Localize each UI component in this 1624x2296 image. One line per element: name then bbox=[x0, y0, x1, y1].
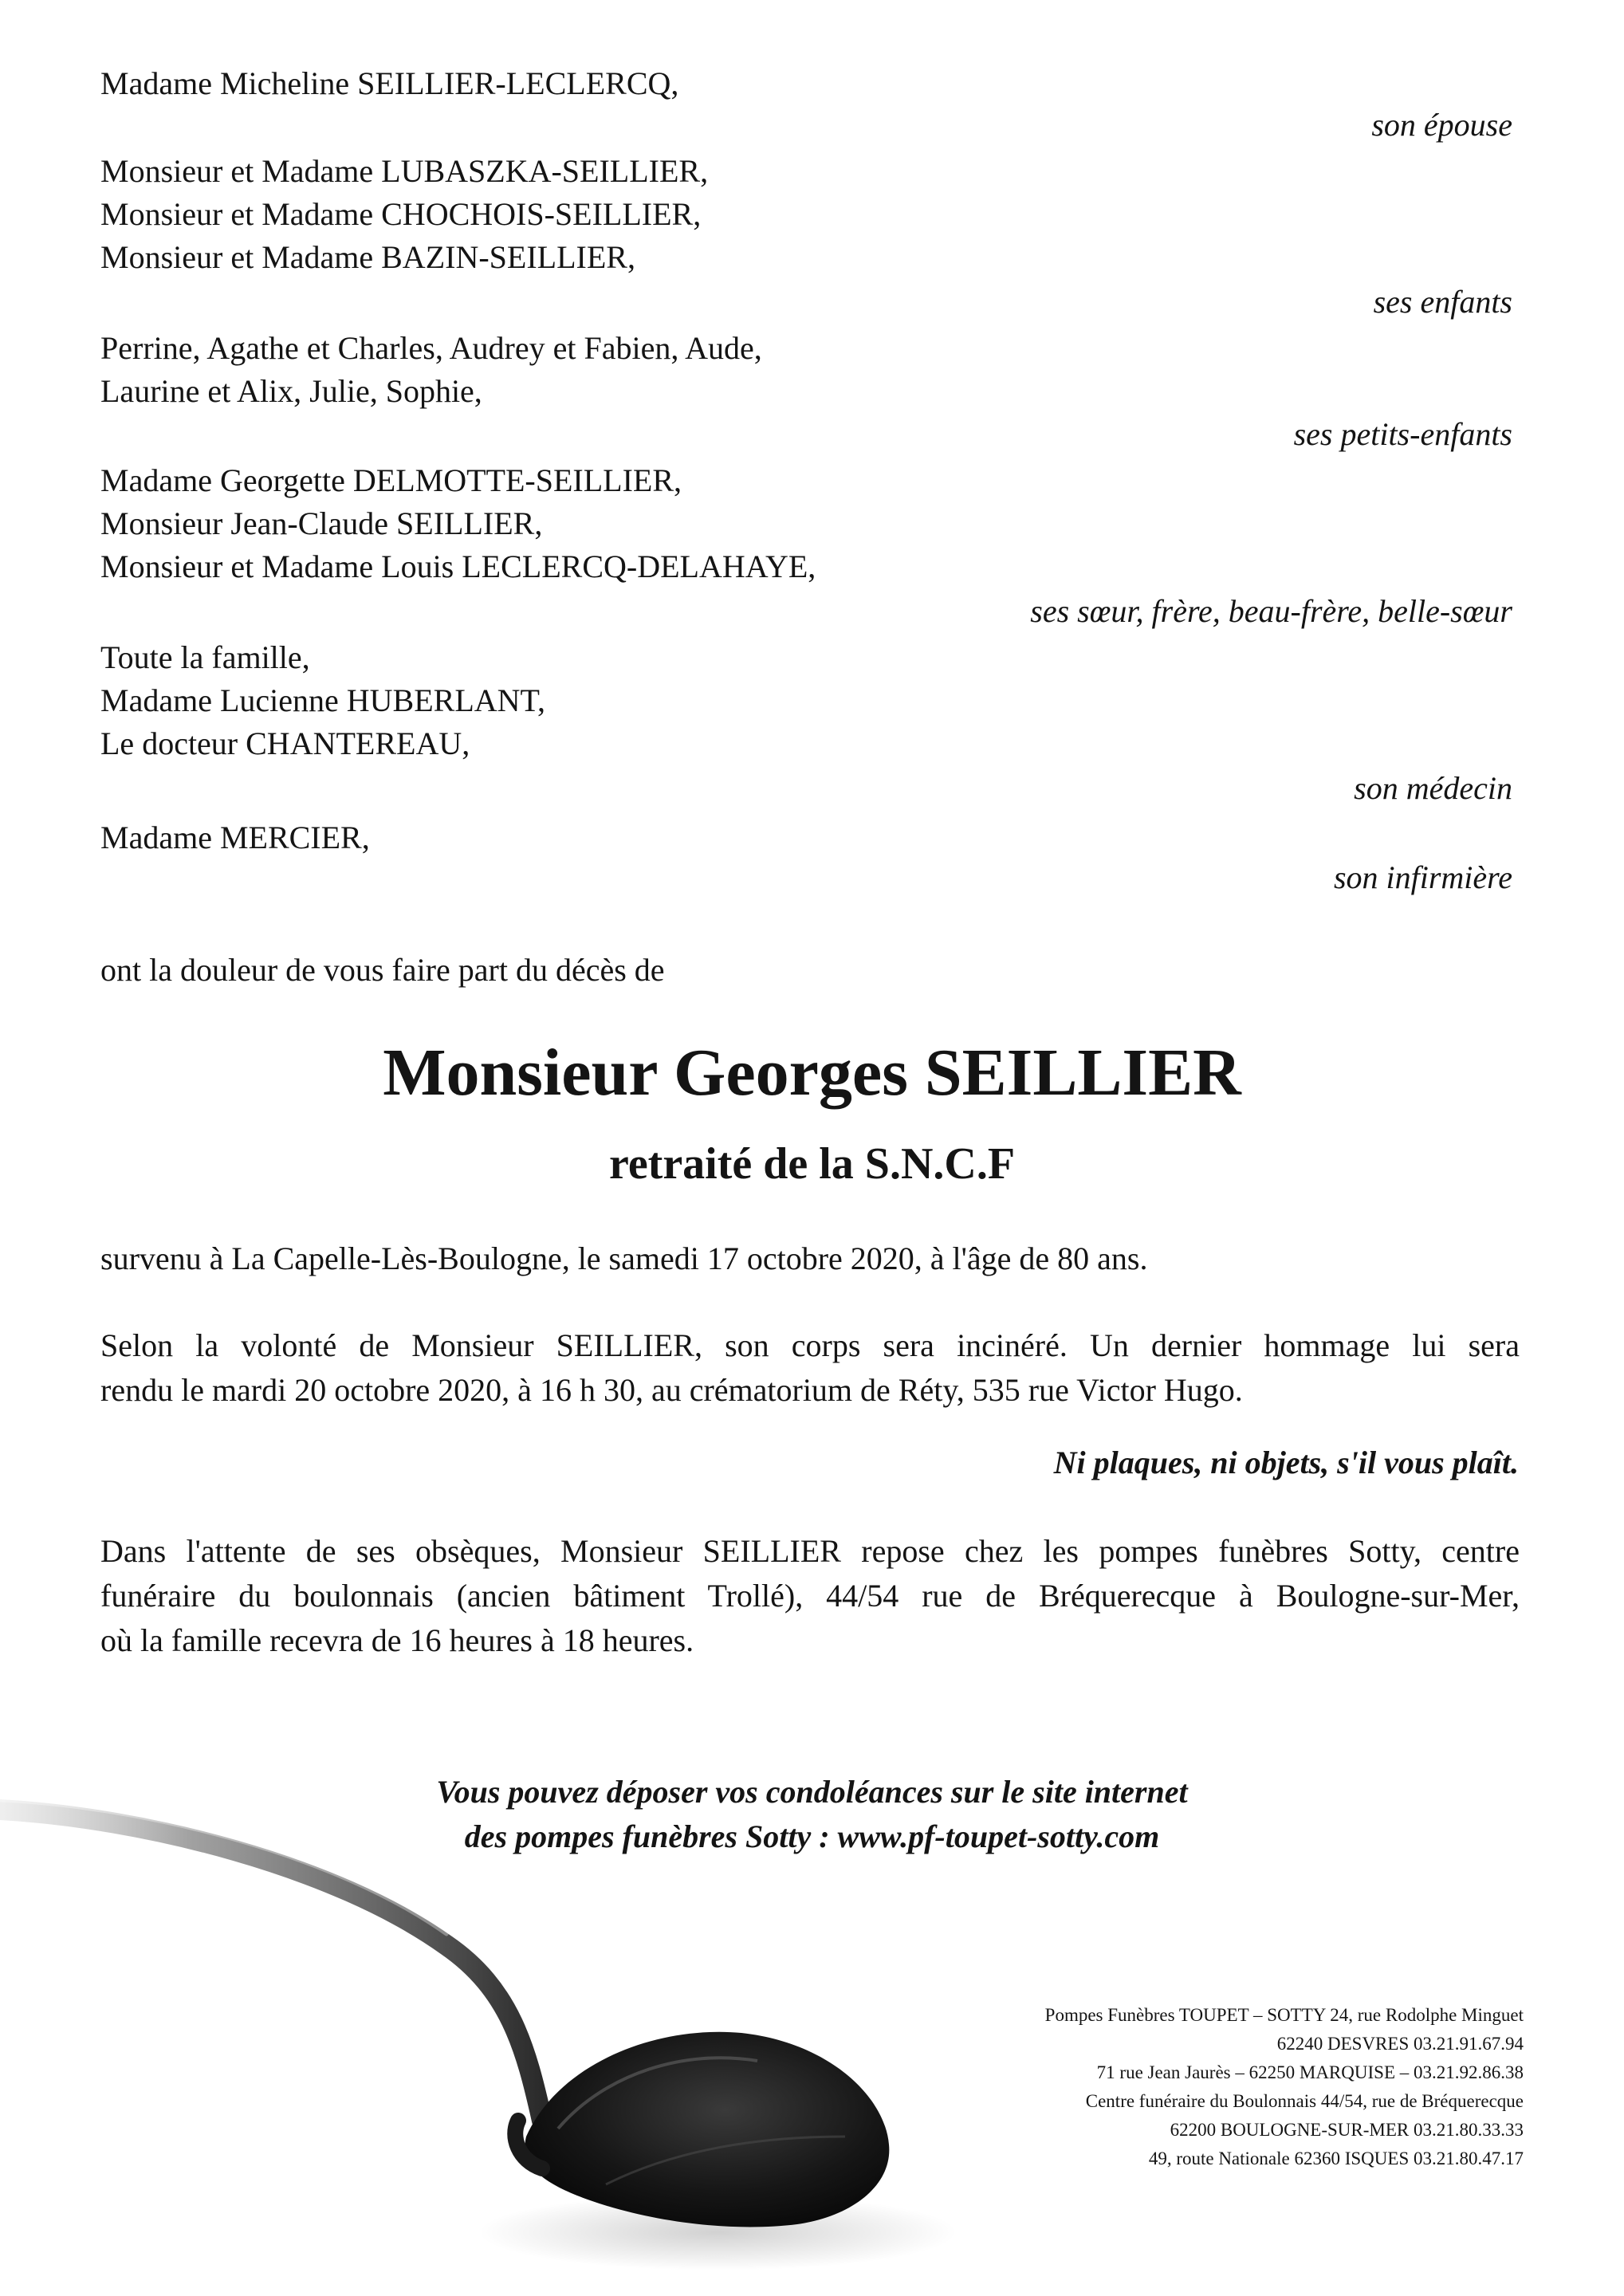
family-name-line: Madame Lucienne HUBERLANT, bbox=[100, 682, 545, 718]
family-name-line: Perrine, Agathe et Charles, Audrey et Fabien, Aude, bbox=[100, 330, 762, 366]
deceased-name: Monsieur Georges SEILLIER bbox=[383, 1036, 1241, 1110]
family-name-line: Monsieur Jean-Claude SEILLIER, bbox=[100, 505, 543, 541]
family-name-line: Le docteur CHANTEREAU, bbox=[100, 725, 470, 761]
family-name-line: Toute la famille, bbox=[100, 639, 310, 675]
calla-lily-image bbox=[0, 1786, 1116, 2296]
role-children: ses enfants bbox=[1373, 284, 1512, 320]
repose-paragraph bbox=[100, 1529, 1520, 1663]
family-name-line: Madame MERCIER, bbox=[100, 820, 370, 855]
death-notice: survenu à La Capelle-Lès-Boulogne, le samedi 17 octobre 2020, à l'âge de 80 ans. bbox=[100, 1240, 1148, 1276]
family-children-names bbox=[100, 150, 708, 279]
role-doctor: son médecin bbox=[1354, 770, 1512, 806]
role-nurse: son infirmière bbox=[1333, 859, 1512, 895]
address-line: 62240 DESVRES 03.21.91.67.94 bbox=[1276, 2034, 1524, 2054]
announcement-text: ont la douleur de vous faire part du décès de bbox=[100, 952, 665, 988]
funeral-home-address bbox=[1045, 2001, 1524, 2173]
family-others-names bbox=[100, 636, 545, 765]
family-name-line: Monsieur et Madame LUBASZKA-SEILLIER, bbox=[100, 153, 709, 189]
address-line: 71 rue Jean Jaurès – 62250 MARQUISE – 03.21.92.86.38 bbox=[1096, 2062, 1524, 2082]
family-name-line: Monsieur et Madame Louis LECLERCQ-DELAHAYE, bbox=[100, 548, 816, 584]
no-flowers-note: Ni plaques, ni objets, s'il vous plaît. bbox=[1053, 1445, 1519, 1480]
family-name-line: Madame Georgette DELMOTTE-SEILLIER, bbox=[100, 462, 682, 498]
role-grandchildren: ses petits-enfants bbox=[1293, 416, 1512, 452]
address-line: Pompes Funèbres TOUPET – SOTTY 24, rue Rodolphe Minguet bbox=[1044, 2005, 1524, 2025]
role-spouse: son épouse bbox=[1371, 107, 1512, 143]
family-name-line: Madame Micheline SEILLIER-LECLERCQ, bbox=[100, 65, 679, 101]
paragraph-line: Dans l'attente de ses obsèques, Monsieur SEILLIER repose chez les pompes funèbres Sotty, centre bbox=[100, 1533, 1520, 1569]
family-name-line: Laurine et Alix, Julie, Sophie, bbox=[100, 373, 482, 409]
condolences-line: Vous pouvez déposer vos condoléances sur le site internet bbox=[436, 1774, 1188, 1810]
family-spouse-names bbox=[100, 62, 678, 105]
family-grandchildren-names bbox=[100, 327, 762, 413]
deceased-title: retraité de la S.N.C.F bbox=[608, 1139, 1016, 1189]
paragraph-line: Selon la volonté de Monsieur SEILLIER, son corps sera incinéré. Un dernier hommage lui sera bbox=[100, 1327, 1520, 1363]
address-line: 49, route Nationale 62360 ISQUES 03.21.80.47.17 bbox=[1148, 2149, 1524, 2168]
role-siblings: ses sœur, frère, beau-frère, belle-sœur bbox=[1030, 593, 1512, 629]
family-name-line: Monsieur et Madame CHOCHOIS-SEILLIER, bbox=[100, 196, 702, 232]
address-line: 62200 BOULOGNE-SUR-MER 03.21.80.33.33 bbox=[1170, 2120, 1524, 2140]
family-name-line: Monsieur et Madame BAZIN-SEILLIER, bbox=[100, 239, 635, 275]
family-siblings-names bbox=[100, 459, 816, 588]
paragraph-line: funéraire du boulonnais (ancien bâtiment Trollé), 44/54 rue de Bréquerecque à Boulogne-sur-Mer, bbox=[100, 1578, 1520, 1614]
paragraph-line: où la famille recevra de 16 heures à 18 heures. bbox=[100, 1622, 694, 1658]
ceremony-paragraph bbox=[100, 1323, 1520, 1413]
family-nurse-names bbox=[100, 816, 370, 859]
condolences-line: des pompes funèbres Sotty : www.pf-toupet-sotty.com bbox=[464, 1818, 1160, 1854]
address-line: Centre funéraire du Boulonnais 44/54, rue de Bréquerecque bbox=[1085, 2091, 1524, 2111]
paragraph-line: rendu le mardi 20 octobre 2020, à 16 h 30, au crématorium de Réty, 535 rue Victor Hugo. bbox=[100, 1372, 1243, 1408]
